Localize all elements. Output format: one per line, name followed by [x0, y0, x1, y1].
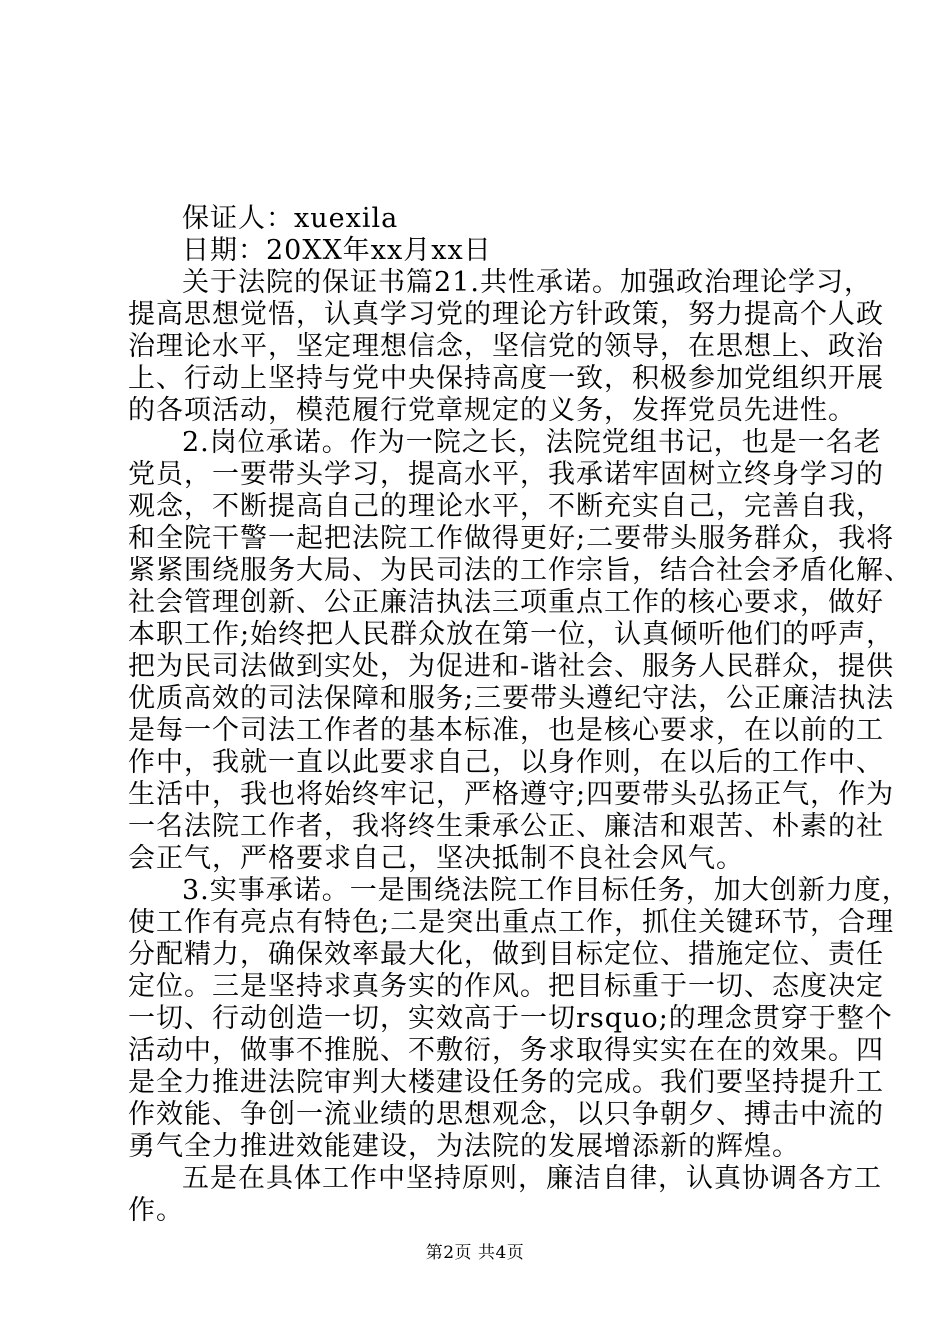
text-line: 勇气全力推进效能建设，为法院的发展增添新的辉煌。 — [128, 1131, 800, 1162]
text-line: 是全力推进法院审判大楼建设任务的完成。我们要坚持提升工 — [128, 1067, 884, 1098]
text-line: 提高思想觉悟，认真学习党的理论方针政策，努力提高个人政 — [128, 299, 884, 330]
document-body — [128, 203, 912, 1227]
text-line: 使工作有亮点有特色;二是突出重点工作，抓住关键环节，合理 — [128, 907, 895, 938]
page-footer: 第2页 共4页 — [425, 1243, 525, 1263]
text-line: 是每一个司法工作者的基本标准，也是核心要求，在以前的工 — [128, 715, 884, 746]
text-line: 生活中，我也将始终牢记，严格遵守;四要带头弘扬正气，作为 — [128, 779, 895, 810]
text-line: 2.岗位承诺。作为一院之长，法院党组书记，也是一名老 — [182, 427, 882, 458]
text-line: 作中，我就一直以此要求自己，以身作则，在以后的工作中、 — [128, 747, 884, 778]
text-line: 关于法院的保证书篇21.共性承诺。加强政治理论学习， — [182, 267, 872, 298]
text-line: 作效能、争创一流业绩的思想观念，以只争朝夕、搏击中流的 — [128, 1099, 884, 1130]
text-line: 保证人：xuexila — [182, 203, 399, 234]
text-line: 观念，不断提高自己的理论水平，不断充实自己，完善自我， — [128, 491, 884, 522]
text-line: 的各项活动，模范履行党章规定的义务，发挥党员先进性。 — [128, 395, 856, 426]
text-line: 日期：20XX年xx月xx日 — [182, 235, 492, 266]
text-line: 把为民司法做到实处，为促进和-谐社会、服务人民群众，提供 — [128, 651, 895, 682]
text-line: 会正气，严格要求自己，坚决抵制不良社会风气。 — [128, 843, 744, 874]
text-line: 五是在具体工作中坚持原则，廉洁自律，认真协调各方工 — [182, 1163, 882, 1194]
text-line: 一名法院工作者，我将终生秉承公正、廉洁和艰苦、朴素的社 — [128, 811, 884, 842]
text-line: 上、行动上坚持与党中央保持高度一致，积极参加党组织开展 — [128, 363, 884, 394]
text-line: 优质高效的司法保障和服务;三要带头遵纪守法，公正廉洁执法 — [128, 683, 895, 714]
text-line: 和全院干警一起把法院工作做得更好;二要带头服务群众，我将 — [128, 523, 895, 554]
text-line: 本职工作;始终把人民群众放在第一位，认真倾听他们的呼声， — [128, 619, 895, 650]
text-line: 定位。三是坚持求真务实的作风。把目标重于一切、态度决定 — [128, 971, 884, 1002]
text-line: 紧紧围绕服务大局、为民司法的工作宗旨，结合社会矛盾化解、 — [128, 555, 912, 586]
text-line: 作。 — [128, 1195, 184, 1226]
text-line: 社会管理创新、公正廉洁执法三项重点工作的核心要求，做好 — [128, 587, 884, 618]
text-line: 党员，一要带头学习，提高水平，我承诺牢固树立终身学习的 — [128, 459, 884, 490]
text-line: 3.实事承诺。一是围绕法院工作目标任务，加大创新力度， — [182, 875, 910, 906]
text-line: 分配精力，确保效率最大化，做到目标定位、措施定位、责任 — [128, 939, 884, 970]
text-line: 一切、行动创造一切，实效高于一切rsquo;的理念贯穿于整个 — [128, 1003, 893, 1034]
text-line: 活动中，做事不推脱、不敷衍，务求取得实实在在的效果。四 — [128, 1035, 884, 1066]
text-line: 治理论水平，坚定理想信念，坚信党的领导，在思想上、政治 — [128, 331, 884, 362]
